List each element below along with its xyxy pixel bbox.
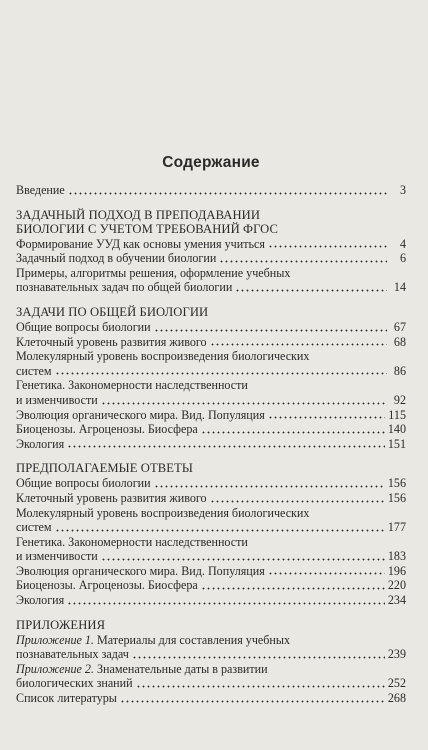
toc-entry-last-line (16, 647, 388, 662)
toc-entry-references[interactable] (16, 691, 406, 706)
toc-entry-line: Примеры, алгоритмы решения, оформление учебных (16, 265, 291, 280)
toc-page-number: 268 (387, 691, 406, 706)
toc-entry[interactable] (16, 593, 406, 608)
dot-leader (67, 437, 385, 448)
toc-page-number: 67 (393, 319, 406, 334)
dot-leader (55, 364, 387, 375)
toc-entry-text: Общие вопросы биологии (16, 319, 151, 334)
dot-leader (101, 394, 387, 405)
toc-entry-text: Биоценозы. Агроценозы. Биосфера (16, 578, 198, 593)
toc-entry-line-text: Знаменательные даты в развитии (97, 661, 268, 676)
section-heading: ЗАДАЧИ ПО ОБЩЕЙ БИОЛОГИИ (16, 304, 209, 319)
toc-entry-text (16, 506, 388, 535)
toc-entry-appendix-2[interactable] (16, 662, 406, 691)
toc-page-number: 115 (388, 407, 406, 422)
toc-page-number: 183 (387, 549, 406, 564)
dot-leader (219, 252, 387, 263)
toc-entry-line: систем (16, 520, 52, 535)
toc-entry-line: Генетика. Закономерности наследственности (16, 534, 248, 549)
appendix-label: Приложение 2. (16, 661, 94, 676)
toc-entry[interactable] (16, 349, 406, 378)
toc-section-answers (16, 461, 406, 607)
dot-leader (120, 692, 385, 703)
toc-entry[interactable] (16, 266, 406, 295)
toc-page-number: 252 (387, 676, 406, 691)
section-heading (16, 208, 406, 236)
toc-entry-last-line (16, 280, 390, 295)
toc-entry-text: Биоценозы. Агроценозы. Биосфера (16, 422, 198, 437)
toc-entry-line: Генетика. Закономерности наследственности (16, 378, 248, 393)
dot-leader (55, 521, 385, 532)
toc-entry-text: Список литературы (16, 691, 117, 706)
toc-page-number: 3 (399, 183, 406, 197)
dot-leader (201, 423, 385, 434)
toc-entry[interactable] (16, 378, 406, 407)
toc-section-appendices (16, 618, 406, 706)
toc-page-number: 68 (393, 334, 406, 349)
toc-entry-text (16, 349, 390, 378)
toc-entry-text: Эволюция органического мира. Вид. Популяция (16, 407, 265, 422)
toc-page-number: 196 (387, 563, 406, 578)
toc-page-number: 220 (387, 578, 406, 593)
toc-entry-last-line (16, 393, 390, 408)
toc-section-problems (16, 305, 406, 451)
toc-page-number: 156 (387, 490, 406, 505)
dot-leader (268, 237, 387, 248)
dot-leader (210, 492, 385, 503)
dot-leader (268, 408, 385, 419)
toc-entry[interactable] (16, 491, 406, 506)
table-of-contents (16, 154, 406, 716)
toc-entry-last-line (16, 676, 388, 691)
toc-entry[interactable] (16, 578, 406, 593)
appendix-label: Приложение 1. (16, 632, 94, 647)
dot-leader (68, 184, 387, 195)
toc-entry[interactable] (16, 408, 406, 423)
section-heading-line: БИОЛОГИИ С УЧЕТОМ ТРЕБОВАНИЙ ФГОС (16, 221, 278, 236)
dot-leader (201, 579, 385, 590)
toc-page-number: 151 (387, 436, 406, 451)
toc-page-number: 14 (393, 280, 406, 295)
toc-entry-line (16, 662, 388, 677)
toc-section-approach (16, 208, 406, 295)
toc-entry[interactable] (16, 237, 406, 252)
toc-entry-last-line (16, 520, 388, 535)
toc-entry[interactable] (16, 320, 406, 335)
toc-entry[interactable] (16, 476, 406, 491)
toc-entry-line: Молекулярный уровень воспроизведения биологических (16, 349, 310, 364)
toc-entry-text (16, 633, 388, 662)
toc-page-number: 86 (393, 363, 406, 378)
section-heading: ПРЕДПОЛАГАЕМЫЕ ОТВЕТЫ (16, 461, 193, 476)
toc-page-number: 177 (387, 520, 406, 535)
dot-leader (268, 564, 385, 575)
toc-entry-text: Эволюция органического мира. Вид. Популяция (16, 563, 265, 578)
toc-entry-line: биологических знаний (16, 676, 133, 691)
dot-leader (136, 677, 385, 688)
toc-entry-text: Общие вопросы биологии (16, 476, 151, 491)
dot-leader (154, 477, 385, 488)
toc-entry-appendix-1[interactable] (16, 633, 406, 662)
toc-entry-text (16, 266, 390, 295)
toc-entry-intro[interactable] (16, 183, 406, 198)
section-heading: ПРИЛОЖЕНИЯ (16, 617, 106, 632)
toc-entry-line: и изменчивости (16, 549, 98, 564)
toc-page-number: 6 (399, 251, 406, 266)
toc-entry-text: Задачный подход в обучении биологии (16, 251, 217, 266)
section-heading-line: ЗАДАЧНЫЙ ПОДХОД В ПРЕПОДАВАНИИ (16, 207, 261, 222)
dot-leader (235, 281, 387, 292)
toc-entry-line: и изменчивости (16, 392, 98, 407)
toc-entry-line: систем (16, 363, 52, 378)
toc-entry[interactable] (16, 422, 406, 437)
intro-section (16, 183, 406, 198)
page-title: Содержание (162, 154, 260, 171)
toc-entry-last-line (16, 364, 390, 379)
bleed-through-text (150, 40, 153, 52)
dot-leader (210, 335, 387, 346)
toc-page-number: 4 (399, 236, 406, 251)
dot-leader (132, 648, 385, 659)
toc-entry[interactable] (16, 437, 406, 452)
toc-entry-text: Экология (16, 593, 65, 608)
toc-entry[interactable] (16, 506, 406, 535)
toc-entry[interactable] (16, 535, 406, 564)
toc-entry[interactable] (16, 335, 406, 350)
toc-entry-last-line (16, 549, 388, 564)
dot-leader (67, 594, 385, 605)
dot-leader (101, 550, 385, 561)
toc-entry-line-text: Материалы для составления учебных (97, 632, 291, 647)
toc-page-number: 140 (387, 422, 406, 437)
toc-page-number: 92 (393, 392, 406, 407)
toc-entry-text: Клеточный уровень развития живого (16, 490, 207, 505)
toc-entry-line: познавательных задач по общей биологии (16, 280, 233, 295)
toc-page-number: 234 (387, 593, 406, 608)
toc-entry-text: Клеточный уровень развития живого (16, 334, 207, 349)
toc-entry-text (16, 378, 390, 407)
toc-entry-line (16, 633, 388, 648)
toc-entry[interactable] (16, 564, 406, 579)
toc-entry-line: познавательных задач (16, 647, 129, 662)
toc-entry-line: Молекулярный уровень воспроизведения биологических (16, 505, 310, 520)
toc-page-number: 156 (387, 476, 406, 491)
toc-entry-text: Экология (16, 436, 65, 451)
toc-entry-text (16, 662, 388, 691)
toc-entry-text (16, 535, 388, 564)
toc-entry-text: Введение (16, 183, 65, 197)
toc-page-number: 239 (387, 647, 406, 662)
toc-entry-text: Формирование УУД как основы умения учиться (16, 236, 265, 251)
toc-entry[interactable] (16, 251, 406, 266)
dot-leader (154, 321, 387, 332)
